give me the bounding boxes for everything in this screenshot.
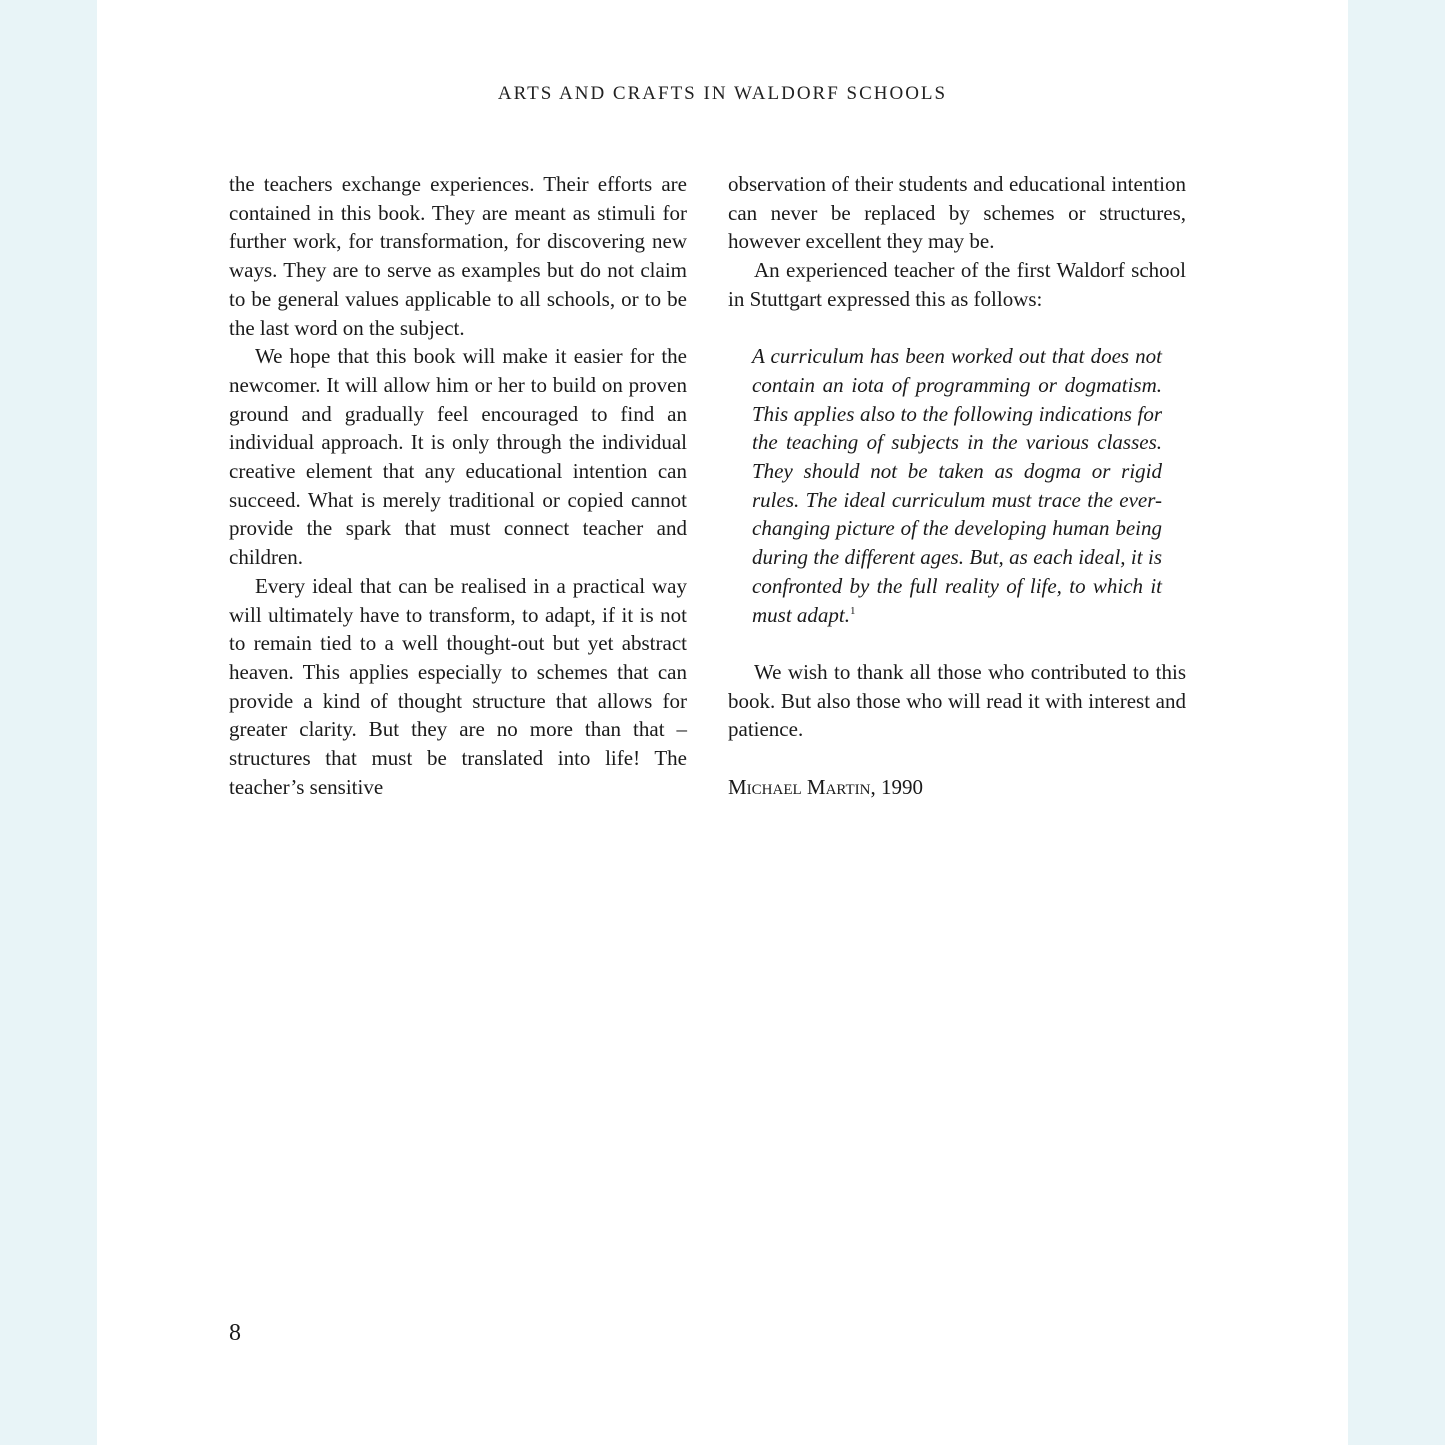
right-paragraph-2: An experienced teacher of the first Waldorf school in Stuttgart expressed this as follows: [728, 258, 1186, 311]
left-paragraph-3: Every ideal that can be realised in a practical way will ultimately have to transform, to adapt, if it is not to remain tied to a well thought-out but yet abstract heaven. This applies especially to schemes that can provide a kind of thought structure that allows for greater clarity. But they are no more than that – structures that must be translated into life! The teacher’s sensitive [229, 573, 687, 799]
page-number: 8 [229, 1320, 241, 1346]
signature-name: Michael Martin [728, 774, 871, 799]
right-column [728, 170, 1186, 801]
right-paragraph-1: observation of their students and educational intention can never be replaced by schemes or structures, however excellent they may be. [728, 172, 1186, 254]
left-column [229, 170, 687, 801]
signature [728, 773, 1186, 802]
right-paragraph-3: We wish to thank all those who contributed to this book. But also those who will read it with interest and patience. [728, 659, 1186, 742]
left-paragraph-2: We hope that this book will make it easier for the newcomer. It will allow him or her to build on proven ground and gradually feel encouraged to find an individual approach. It is only through the individual creative element that any educational intention can succeed. What is merely traditional or copied cannot provide the spark that must connect teacher and children. [229, 344, 687, 570]
block-quote-text: A curriculum has been worked out that does not contain an iota of programming or dogmatism. This applies also to the following indications for the teaching of subjects in the various classes. They should not be taken as dogma or rigid rules. The ideal curriculum must trace the ever-changing picture of the developing human being during the different ages. But, as each ideal, it is confronted by the full reality of life, to which it must adapt. [752, 344, 1162, 627]
book-page [97, 0, 1348, 1445]
left-paragraph-1: the teachers exchange experiences. Their efforts are contained in this book. They are meant as stimuli for further work, for transformation, for discovering new ways. They are to serve as examples but do not claim to be general values applicable to all schools, or to be the last word on the subject. [229, 172, 687, 340]
running-head: ARTS AND CRAFTS IN WALDORF SCHOOLS [497, 83, 948, 104]
signature-year: , 1990 [870, 774, 924, 799]
footnote-reference[interactable]: 1 [850, 604, 856, 617]
block-quote [752, 342, 1162, 629]
